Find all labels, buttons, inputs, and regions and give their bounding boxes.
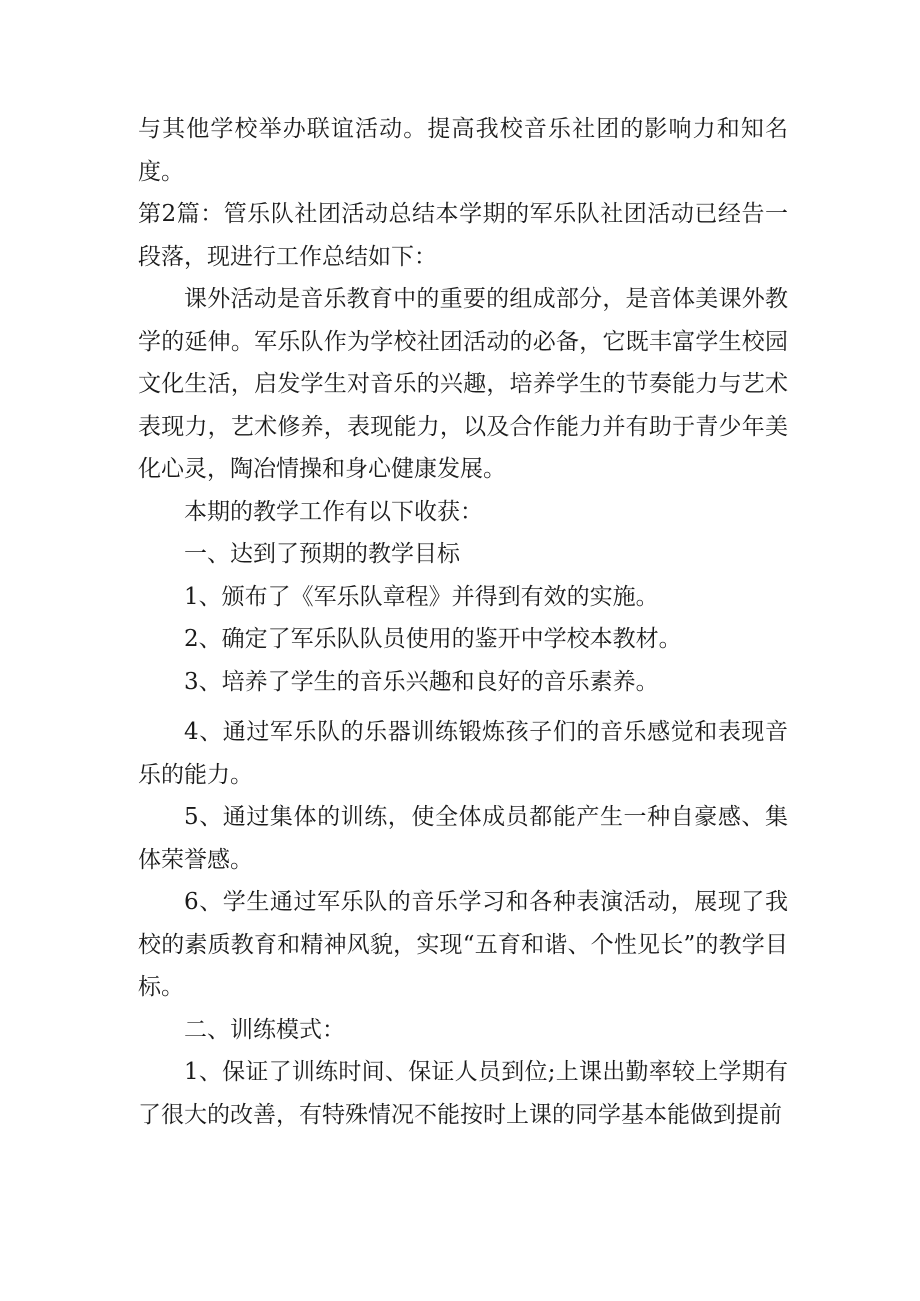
paragraph-exchange-activities: 与其他学校举办联谊活动。提高我校音乐社团的影响力和知名度。 [138,116,788,185]
document-body [138,108,788,1136]
paragraph-extracurricular: 课外活动是音乐教育中的重要的组成部分，是音体美课外教学的延伸。军乐队作为学校社团活动的必备，它既丰富学生校园文化生活，启发学生对音乐的兴趣，培养学生的节奏能力与艺术表现力，艺术修养，表现能力，以及合作能力并有助于青少年美化心灵，陶冶情操和身心健康发展。 [138,286,788,482]
list-item-6: 6、学生通过军乐队的音乐学习和各种表演活动，展现了我校的素质教育和精神风貌，实现“五育和谐、个性见长”的教学目标。 [138,889,788,1000]
list-item-2: 2、确定了军乐队队员使用的鉴开中学校本教材。 [184,626,682,652]
list-item-1: 1、颁布了《军乐队章程》并得到有效的实施。 [184,583,659,610]
section-heading-goals: 一、达到了预期的教学目标 [184,541,460,567]
section-heading-training: 二、训练模式： [184,1016,345,1043]
list-item-4: 4、通过军乐队的乐器训练锻炼孩子们的音乐感觉和表现音乐的能力。 [138,719,788,788]
list-item-3: 3、培养了学生的音乐兴趣和良好的音乐素养。 [184,668,659,695]
training-item-1: 1、保证了训练时间、保证人员到位;上课出勤率较上学期有了很大的改善，有特殊情况不能按时上课的同学基本能做到提前 [138,1059,788,1128]
paragraph-gains-intro: 本期的教学工作有以下收获： [184,498,483,525]
paragraph-article-heading: 第2篇：管乐队社团活动总结本学期的军乐队社团活动已经告一段落，现进行工作总结如下： [138,201,788,270]
list-item-5: 5、通过集体的训练，使全体成员都能产生一种自豪感、集体荣誉感。 [138,804,788,873]
